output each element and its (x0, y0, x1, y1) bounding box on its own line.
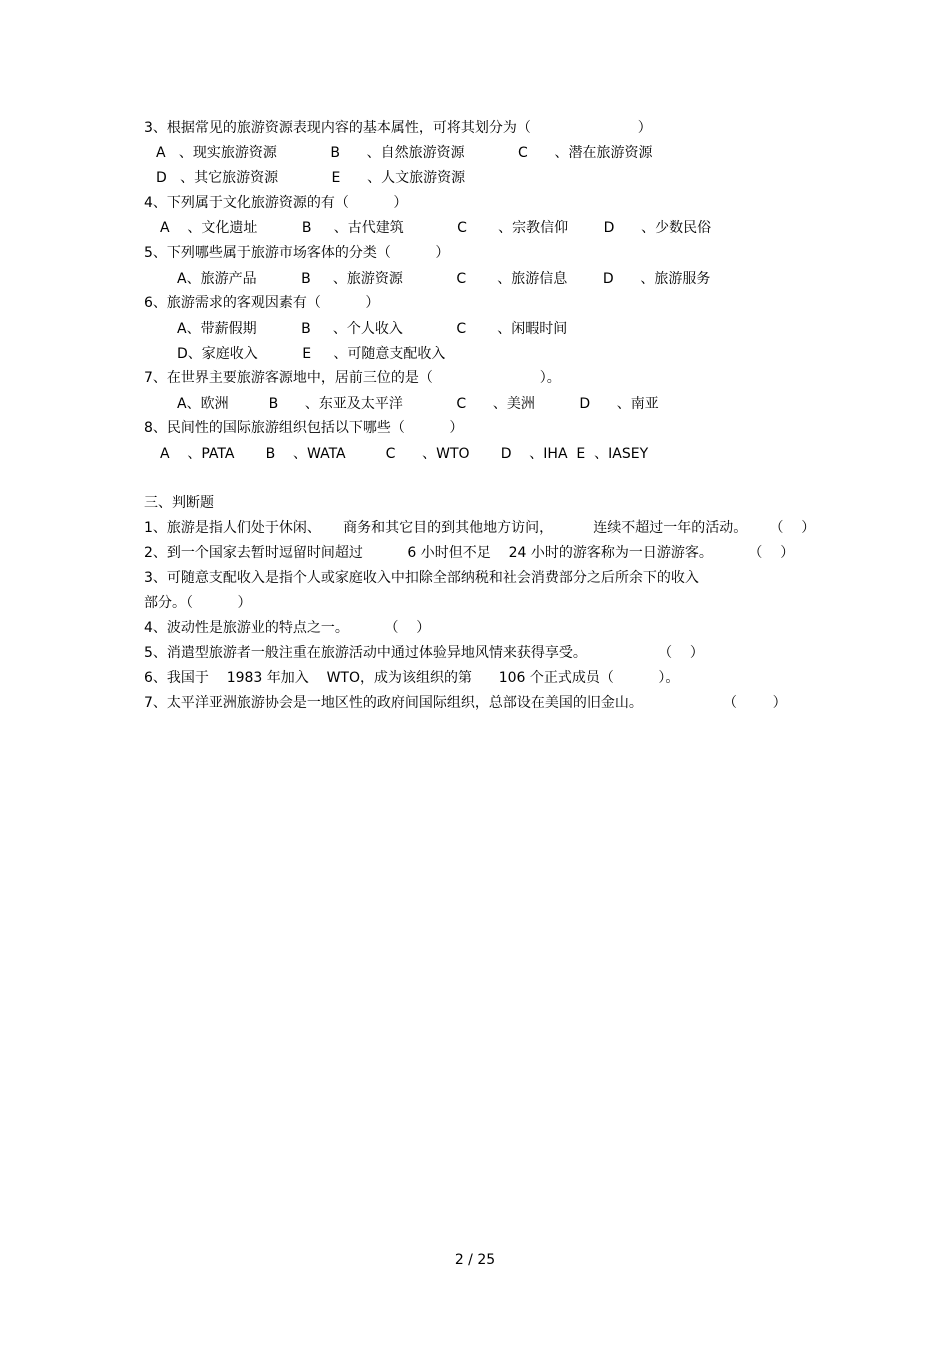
question-3-stem: 3、根据常见的旅游资源表现内容的基本属性，可将其划分为（ ） (144, 120, 652, 136)
question-8-options: A 、PATA B 、WATA C 、WTO D 、IHA E 、IASEY (160, 446, 649, 462)
judgment-item-3-continued: 部分。（ ） (144, 595, 252, 611)
judgment-item-7: 7、太平洋亚洲旅游协会是一地区性的政府间国际组织，总部设在美国的旧金山。 （ ） (144, 695, 787, 711)
judgment-item-6: 6、我国于 1983 年加入 WTO，成为该组织的第 106 个正式成员（ ）。 (144, 670, 680, 686)
page-number: 2 / 25 (454, 1252, 496, 1268)
question-3-options-row-1: A 、现实旅游资源 B 、自然旅游资源 C 、潜在旅游资源 (156, 145, 653, 161)
judgment-item-2: 2、到一个国家去暂时逗留时间超过 6 小时但不足 24 小时的游客称为一日游游客。 （ ） (144, 545, 795, 561)
question-5-options: A、旅游产品 B 、旅游资源 C 、旅游信息 D 、旅游服务 (177, 271, 711, 287)
judgment-item-3: 3、可随意支配收入是指个人或家庭收入中扣除全部纳税和社会消费部分之后所余下的收入 (144, 570, 699, 586)
question-6-options-row-1: A、带薪假期 B 、个人收入 C 、闲暇时间 (177, 321, 568, 337)
question-4-stem: 4、下列属于文化旅游资源的有（ ） (144, 195, 408, 211)
question-5-stem: 5、下列哪些属于旅游市场客体的分类（ ） (144, 245, 450, 261)
judgment-item-5: 5、消遣型旅游者一般注重在旅游活动中通过体验异地风情来获得享受。 （ ） (144, 645, 704, 661)
judgment-item-4: 4、波动性是旅游业的特点之一。 （ ） (144, 620, 431, 636)
question-6-stem: 6、旅游需求的客观因素有（ ） (144, 295, 380, 311)
question-7-options: A、欧洲 B 、东亚及太平洋 C 、美洲 D 、南亚 (177, 396, 659, 412)
question-7-stem: 7、在世界主要旅游客源地中，居前三位的是（ ）。 (144, 370, 561, 386)
judgment-item-1: 1、旅游是指人们处于休闲、 商务和其它目的到其他地方访问， 连续不超过一年的活动。 （ ） (144, 520, 816, 536)
question-3-options-row-2: D 、其它旅游资源 E 、人文旅游资源 (156, 170, 466, 186)
section-heading-judgment: 三、判断题 (144, 495, 214, 511)
question-4-options: A 、文化遗址 B 、古代建筑 C 、宗教信仰 D 、少数民俗 (160, 220, 712, 236)
question-6-options-row-2: D、家庭收入 E 、可随意支配收入 (177, 346, 446, 362)
question-8-stem: 8、民间性的国际旅游组织包括以下哪些（ ） (144, 420, 464, 436)
